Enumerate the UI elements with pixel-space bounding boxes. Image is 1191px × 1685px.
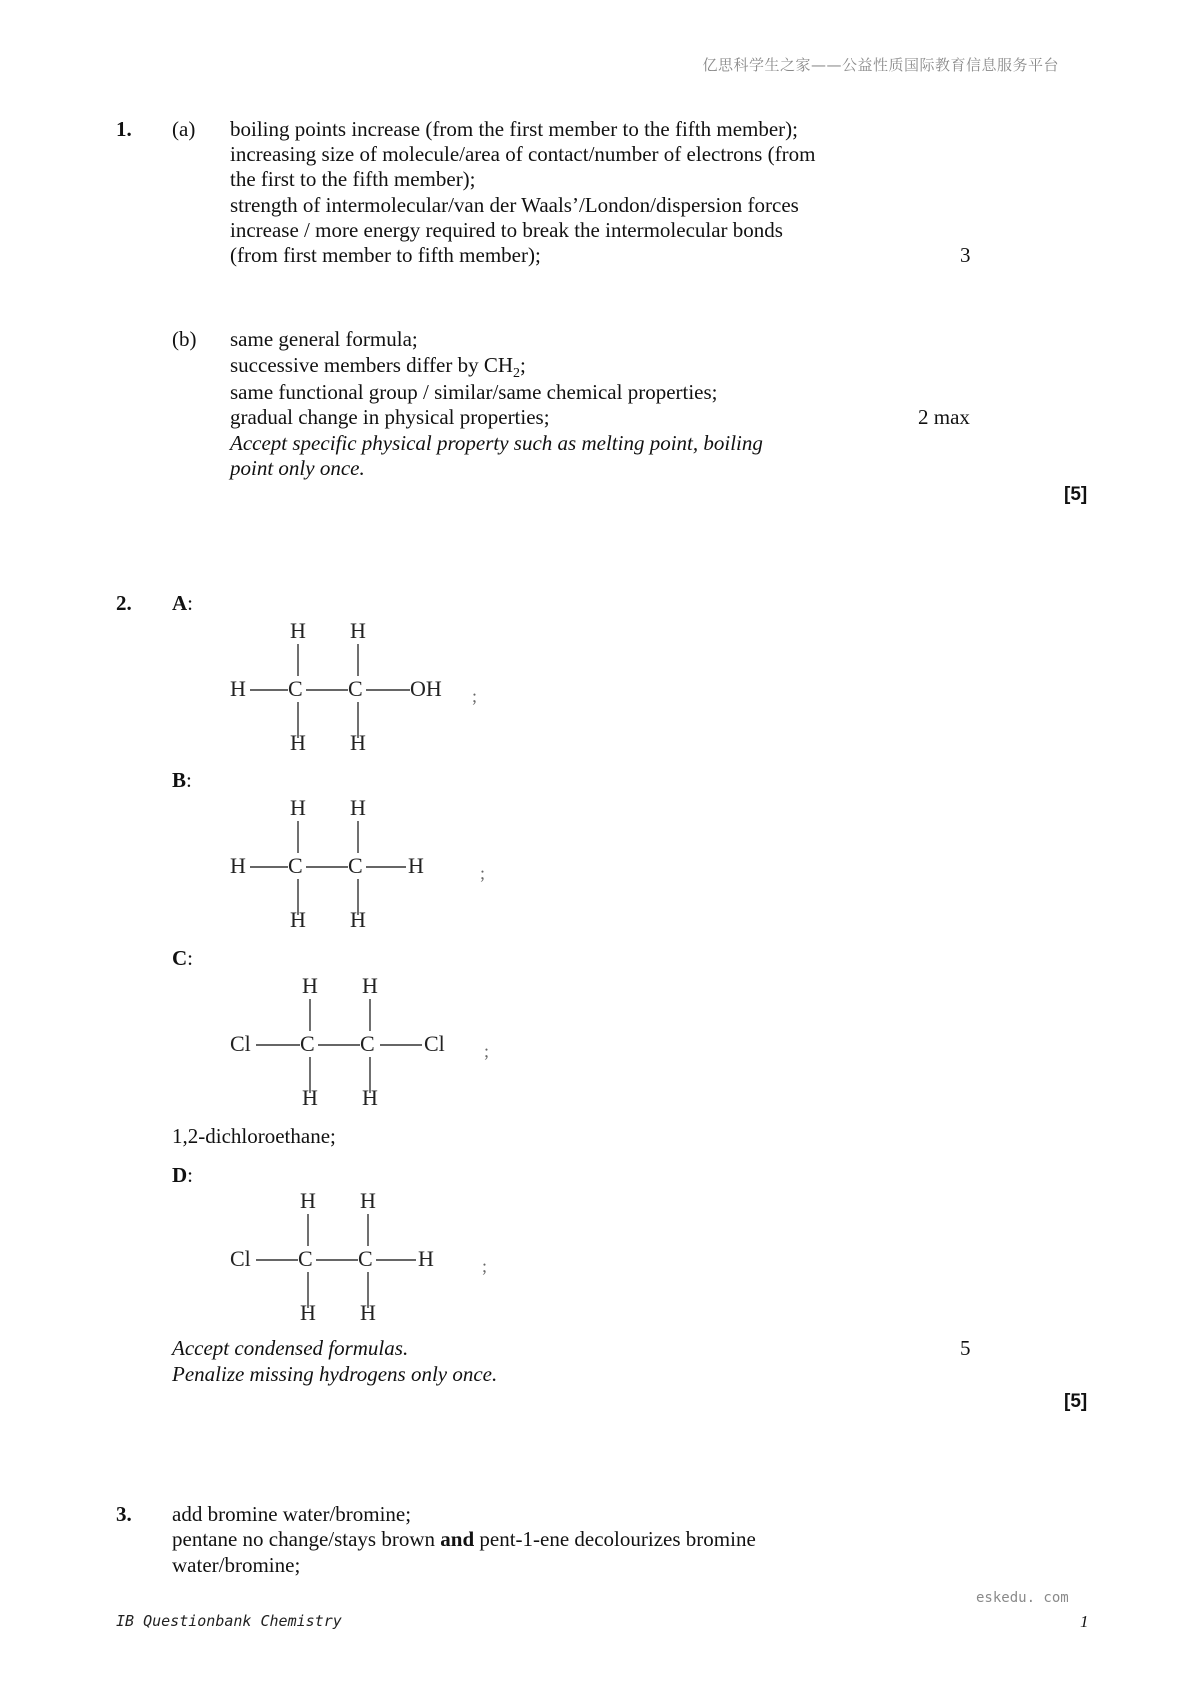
answer-line: pentane no change/stays brown and pent-1-ene decolourizes bromine (172, 1527, 756, 1551)
svg-text:H: H (290, 795, 306, 820)
question-3-number: 3. (116, 1502, 132, 1526)
svg-text:H: H (290, 907, 306, 932)
svg-text:H: H (300, 1188, 316, 1213)
structural-formula (230, 795, 485, 932)
watermark: eskedu. com (976, 1590, 1069, 1606)
svg-text:C: C (348, 853, 363, 878)
compound-d-label: D: (172, 1163, 194, 1187)
answer-line: gradual change in physical properties; (230, 405, 550, 429)
svg-text:H: H (302, 973, 318, 998)
answer-line: (from first member to fifth member); (230, 243, 541, 267)
examiner-note: Accept condensed formulas. (172, 1336, 409, 1360)
footer-source: IB Questionbank Chemistry (116, 1612, 342, 1630)
svg-text:H: H (290, 618, 306, 643)
svg-text:H: H (418, 1246, 434, 1271)
svg-text:H: H (408, 853, 424, 878)
page-number: 1 (1080, 1612, 1089, 1631)
svg-text:Cl: Cl (230, 1031, 251, 1056)
svg-text:C: C (300, 1031, 315, 1056)
answer-line: add bromine water/bromine; (172, 1502, 412, 1526)
answer-line: water/bromine; (172, 1553, 301, 1577)
answer-line: strength of intermolecular/van der Waals’/London/dispersion forces (230, 193, 799, 217)
svg-text:H: H (230, 853, 246, 878)
svg-text:H: H (350, 795, 366, 820)
svg-text:H: H (350, 730, 366, 755)
svg-text:H: H (300, 1300, 316, 1325)
svg-text:H: H (302, 1085, 318, 1110)
svg-text:H: H (350, 618, 366, 643)
compound-b-structure (226, 787, 546, 932)
answer-line: increase / more energy required to break the intermolecular bonds (230, 218, 783, 242)
svg-text:C: C (288, 676, 303, 701)
examiner-note: point only once. (230, 456, 365, 480)
svg-text:H: H (230, 676, 246, 701)
compound-a-structure (226, 610, 546, 755)
answer-line: the first to the fifth member); (230, 167, 476, 191)
compound-a-label: A: (172, 591, 194, 615)
svg-text:;: ; (482, 1256, 488, 1276)
q1-part-a-label: (a) (172, 117, 196, 141)
answer-line: increasing size of molecule/area of contact/number of electrons (from (230, 142, 816, 166)
svg-text:C: C (298, 1246, 313, 1271)
svg-text:C: C (358, 1246, 373, 1271)
svg-text:H: H (362, 1085, 378, 1110)
answer-line: same functional group / similar/same chemical properties; (230, 380, 718, 404)
question-1-number: 1. (116, 117, 132, 141)
compound-c-label: C: (172, 946, 194, 970)
svg-text:H: H (360, 1300, 376, 1325)
compound-d-structure (226, 1180, 546, 1325)
q2-total-marks: [5] (1064, 1391, 1088, 1412)
page-header: 亿思科学生之家——公益性质国际教育信息服务平台 (702, 56, 1059, 74)
q1-part-b-label: (b) (172, 327, 197, 351)
svg-text:H: H (360, 1188, 376, 1213)
svg-text:C: C (288, 853, 303, 878)
svg-text:H: H (350, 907, 366, 932)
svg-text:H: H (290, 730, 306, 755)
svg-text:C: C (348, 676, 363, 701)
answer-line: same general formula; (230, 327, 418, 351)
q2-marks: 5 (960, 1336, 971, 1360)
question-2-number: 2. (116, 591, 132, 615)
q1-part-b-marks: 2 max (918, 405, 970, 429)
svg-text:Cl: Cl (230, 1246, 251, 1271)
structural-formula (230, 973, 489, 1110)
compound-b-label: B: (172, 768, 192, 792)
compound-c-structure (226, 965, 546, 1110)
svg-text:;: ; (472, 686, 478, 706)
structural-formula (230, 618, 477, 755)
svg-text:;: ; (484, 1041, 490, 1061)
svg-text:C: C (360, 1031, 375, 1056)
q1-part-a-marks: 3 (960, 243, 971, 267)
examiner-note: Accept specific physical property such as melting point, boiling (230, 431, 763, 455)
examiner-note: Penalize missing hydrogens only once. (172, 1362, 498, 1386)
structural-formula (230, 1188, 487, 1325)
answer-line: successive members differ by $CH_2$; (230, 353, 526, 382)
answer-line: boiling points increase (from the first member to the fifth member); (230, 117, 799, 141)
svg-text:;: ; (480, 863, 486, 883)
compound-c-name: 1,2-dichloroethane; (172, 1124, 336, 1148)
svg-text:Cl: Cl (424, 1031, 445, 1056)
q1-total-marks: [5] (1064, 484, 1088, 505)
svg-text:OH: OH (410, 676, 442, 701)
svg-text:H: H (362, 973, 378, 998)
